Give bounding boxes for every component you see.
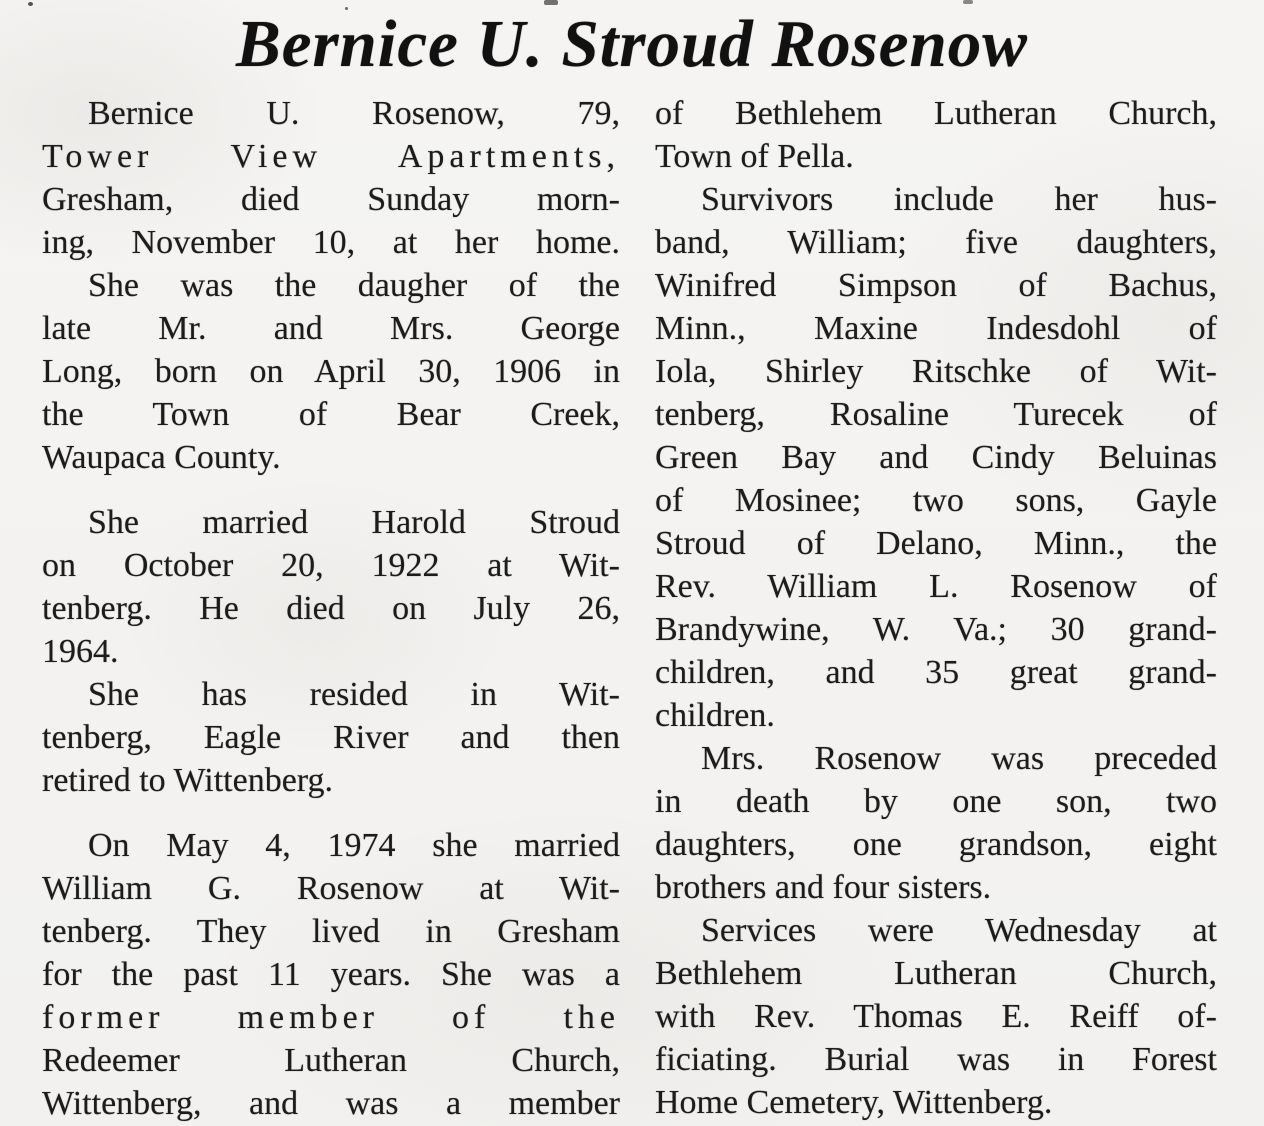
text-line: Long, born on April 30, 1906 in — [42, 353, 620, 390]
text-line: Wittenberg, and was a member — [42, 1085, 620, 1122]
paragraph — [42, 501, 620, 673]
text-line: of Bethlehem Lutheran Church, — [655, 95, 1217, 132]
text-line: Mrs. Rosenow was preceded — [701, 740, 1217, 777]
article-column-left — [42, 92, 620, 1125]
text-line: the Town of Bear Creek, — [42, 396, 620, 433]
text-line: Brandywine, W. Va.; 30 grand- — [655, 611, 1217, 648]
paragraph — [655, 92, 1217, 178]
text-line: in death by one son, two — [655, 783, 1217, 820]
text-line: with Rev. Thomas E. Reiff of- — [655, 998, 1217, 1035]
text-line: On May 4, 1974 she married — [88, 827, 620, 864]
paragraph — [655, 737, 1217, 909]
paragraph — [42, 824, 620, 1125]
paragraph — [42, 673, 620, 802]
text-line: late Mr. and Mrs. George — [42, 310, 620, 347]
text-line: on October 20, 1922 at Wit- — [42, 547, 620, 584]
text-line: Bernice U. Rosenow, 79, — [88, 95, 620, 132]
text-line: children, and 35 great grand- — [655, 654, 1217, 691]
text-line: She married Harold Stroud — [88, 504, 620, 541]
text-line: retired to Wittenberg. — [42, 762, 334, 799]
paragraph — [42, 92, 620, 264]
text-line: of Mosinee; two sons, Gayle — [655, 482, 1217, 519]
paragraph — [42, 264, 620, 479]
text-line: Services were Wednesday at — [701, 912, 1217, 949]
text-line: Green Bay and Cindy Beluinas — [655, 439, 1217, 476]
text-line: brothers and four sisters. — [655, 869, 992, 906]
article-column-right — [655, 92, 1217, 1124]
paragraph — [655, 909, 1217, 1124]
text-line: tenberg, Eagle River and then — [42, 719, 620, 756]
text-line: Gresham, died Sunday morn- — [42, 181, 620, 218]
text-line: She was the daugher of the — [88, 267, 620, 304]
text-line: Redeemer Lutheran Church, — [42, 1042, 620, 1079]
text-line: ing, November 10, at her home. — [42, 224, 620, 261]
text-line: former member of the — [42, 999, 620, 1036]
text-line: 1964. — [42, 633, 119, 670]
text-line: William G. Rosenow at Wit- — [42, 870, 620, 907]
text-line: tenberg. He died on July 26, — [42, 590, 620, 627]
text-line: Town of Pella. — [655, 138, 854, 175]
text-line: Rev. William L. Rosenow of — [655, 568, 1217, 605]
text-line: Survivors include her hus- — [701, 181, 1217, 218]
text-line: Stroud of Delano, Minn., the — [655, 525, 1217, 562]
text-line: Bethlehem Lutheran Church, — [655, 955, 1217, 992]
text-line: Home Cemetery, Wittenberg. — [655, 1084, 1053, 1121]
text-line: tenberg, Rosaline Turecek of — [655, 396, 1217, 433]
text-line: children. — [655, 697, 775, 734]
text-line: tenberg. They lived in Gresham — [42, 913, 620, 950]
text-line: band, William; five daughters, — [655, 224, 1217, 261]
text-line: Tower View Apartments, — [42, 138, 620, 175]
text-line: She has resided in Wit- — [88, 676, 620, 713]
text-line: Waupaca County. — [42, 439, 281, 476]
text-line: for the past 11 years. She was a — [42, 956, 620, 993]
paragraph — [655, 178, 1217, 737]
text-line: Winifred Simpson of Bachus, — [655, 267, 1217, 304]
text-line: ficiating. Burial was in Forest — [655, 1041, 1217, 1078]
article-title: Bernice U. Stroud Rosenow — [236, 7, 1028, 81]
text-line: Iola, Shirley Ritschke of Wit- — [655, 353, 1217, 390]
text-line: daughters, one grandson, eight — [655, 826, 1217, 863]
text-line: Minn., Maxine Indesdohl of — [655, 310, 1217, 347]
